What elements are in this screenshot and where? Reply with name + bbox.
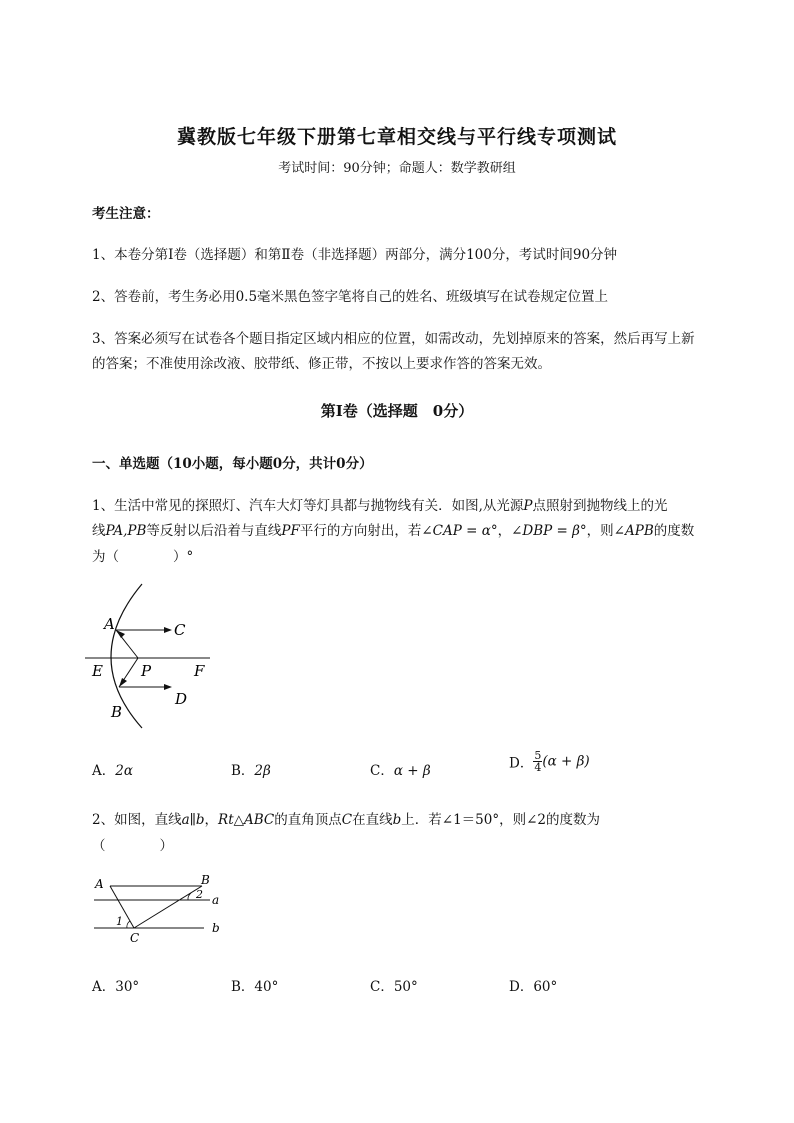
part-heading: 一、单选题（10小题，每小题0分，共计0分） [92, 456, 373, 472]
q1-arrow-c [164, 627, 172, 633]
q2-label-c: C [130, 931, 140, 945]
q2-option-b[interactable]: B．40° [231, 979, 279, 995]
q1-arrow-a [116, 630, 125, 638]
q1-label-f: F [194, 662, 205, 680]
q2-label-1: 1 [116, 915, 123, 928]
q2-label-line-b: b [212, 921, 220, 935]
q2-option-d[interactable]: D．60° [509, 979, 558, 995]
q2-option-c[interactable]: C．50° [370, 979, 418, 995]
q2-angle-1-arc [127, 921, 130, 928]
q2-line-2: （ ） [92, 838, 173, 854]
q1-arrow-b [119, 678, 127, 687]
q2-label-2: 2 [196, 888, 203, 901]
q2-option-a[interactable]: A．30° [92, 979, 140, 995]
exam-title: 冀教版七年级下册第七章相交线与平行线专项测试 [176, 126, 617, 148]
q1-label-e: E [92, 662, 103, 680]
q1-line-3: 为（ ）° [92, 549, 194, 565]
q2-segment-bc [134, 886, 202, 928]
q2-label-b: B [201, 874, 210, 887]
q1-label-p: P [141, 662, 152, 680]
q2-line-1: 2、如图，直线a∥b，Rt△ABC的直角顶点C在直线b上．若∠1＝50°，则∠2的度数为 [92, 812, 600, 828]
q1-option-d[interactable]: D． $\frac{5}{4}$ (α + β) [509, 749, 590, 774]
q2-label-a: A [95, 877, 104, 891]
notice-item-1: 1、本卷分第I卷（选择题）和第Ⅱ卷（非选择题）两部分，满分100分，考试时间90分钟 [92, 247, 618, 263]
q1-line-1: 1、生活中常见的探照灯、汽车大灯等灯具都与抛物线有关．如图,从光源P点照射到抛物线上的光 [92, 498, 668, 514]
notice-item-2: 2、答卷前，考生务必用0.5毫米黑色签字笔将自己的姓名、班级填写在试卷规定位置上 [92, 289, 609, 305]
q1-option-c[interactable]: C．α + β [370, 763, 431, 779]
q1-line-2: 线PA,PB等反射以后沿着与直线PF平行的方向射出，若∠CAP = α°，∠DBP = β°，则∠APB的度数 [92, 523, 695, 539]
exam-subtitle: 考试时间：90分钟；命题人：数学教研组 [278, 161, 516, 176]
section-title: 第I卷（选择题 0分） [320, 402, 474, 420]
q1-label-d: D [175, 690, 188, 708]
q1-label-b: B [111, 703, 123, 721]
q1-option-d-fraction: $\frac{5}{4}$ [534, 749, 542, 774]
q2-label-line-a: a [212, 893, 220, 907]
q1-label-c: C [174, 621, 186, 639]
notice-item-3-line-2: 的答案；不准使用涂改液、胶带纸、修正带，不按以上要求作答的答案无效。 [92, 356, 551, 372]
q1-parabola-figure [80, 582, 220, 732]
notice-heading: 考生注意： [92, 206, 160, 222]
q1-label-a: A [104, 615, 115, 633]
q1-option-b[interactable]: B．2β [231, 763, 271, 779]
notice-item-3-line-1: 3、答案必须写在试卷各个题目指定区域内相应的位置，如需改动，先划掉原来的答案，然后再写上新 [92, 331, 695, 347]
q2-triangle-figure [90, 874, 230, 946]
q1-arrow-d [164, 684, 172, 690]
q1-option-a[interactable]: A．2α [92, 763, 133, 779]
